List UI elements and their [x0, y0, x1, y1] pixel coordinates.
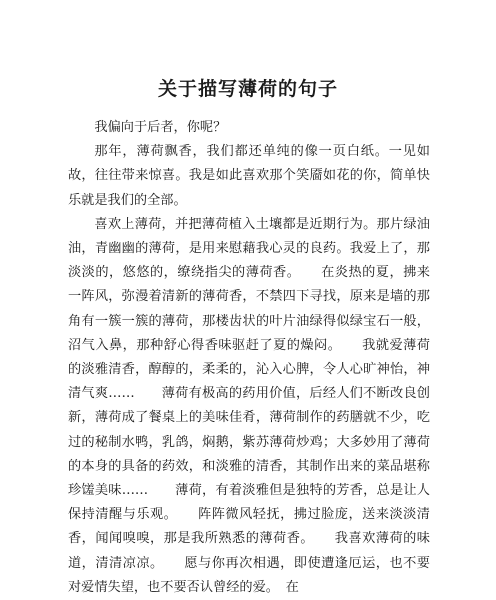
article-body	[68, 116, 430, 600]
paragraph-1: 我偏向于后者，你呢？	[94, 120, 227, 135]
page-title: 关于描写薄荷的句子	[157, 78, 338, 100]
paragraph-3: 喜欢上薄荷，并把薄荷植入土壤都是近期行为。那片绿油油，青幽幽的薄荷，是用来慰藉我心灵的良药。我爱上了，那淡淡的，悠悠的，缭绕指尖的薄荷香。 在炎热的夏，拂来一阵风，弥漫着清新的薄荷香，不禁四下寻找，原来是墙的那角有一簇一簇的薄荷，那楼齿状的叶片油绿得似绿宝石一般，沼气入鼻，那种舒心得香味驱赶了夏的燥闷。 我就爱薄荷的淡雅清香，醇醇的，柔柔的，沁入心脾，令人心旷神怡，神清气爽…… 薄荷有极高的药用价值，后经人们不断改良创新，薄荷成了餐桌上的美味佳肴，薄荷制作的药膳就不少，吃过的秘制水鸭，乳鸽，焖鹅，紫苏薄荷炒鸡；大多妙用了薄荷的本身的具备的药效，和淡雅的清香，其制作出来的菜品堪称珍馐美味…… 薄荷，有着淡雅但是独特的芳香，总是让人保持清醒与乐观。 阵阵微风轻抚，拂过脸庞，送来淡淡清香，闻闻嗅嗅，那是我所熟悉的薄荷香。 我喜欢薄荷的味道，清清凉凉。 愿与你再次相遇，即使遭逢厄运，也不要对爱情失望，也不要否认曾经的爱。 在	[68, 216, 430, 595]
paragraph-2: 那年，薄荷飘香，我们都还单纯的像一页白纸。一见如故，往往带来惊喜。我是如此喜欢那个笑靥如花的你，简单快乐就是我们的全部。	[68, 144, 430, 208]
